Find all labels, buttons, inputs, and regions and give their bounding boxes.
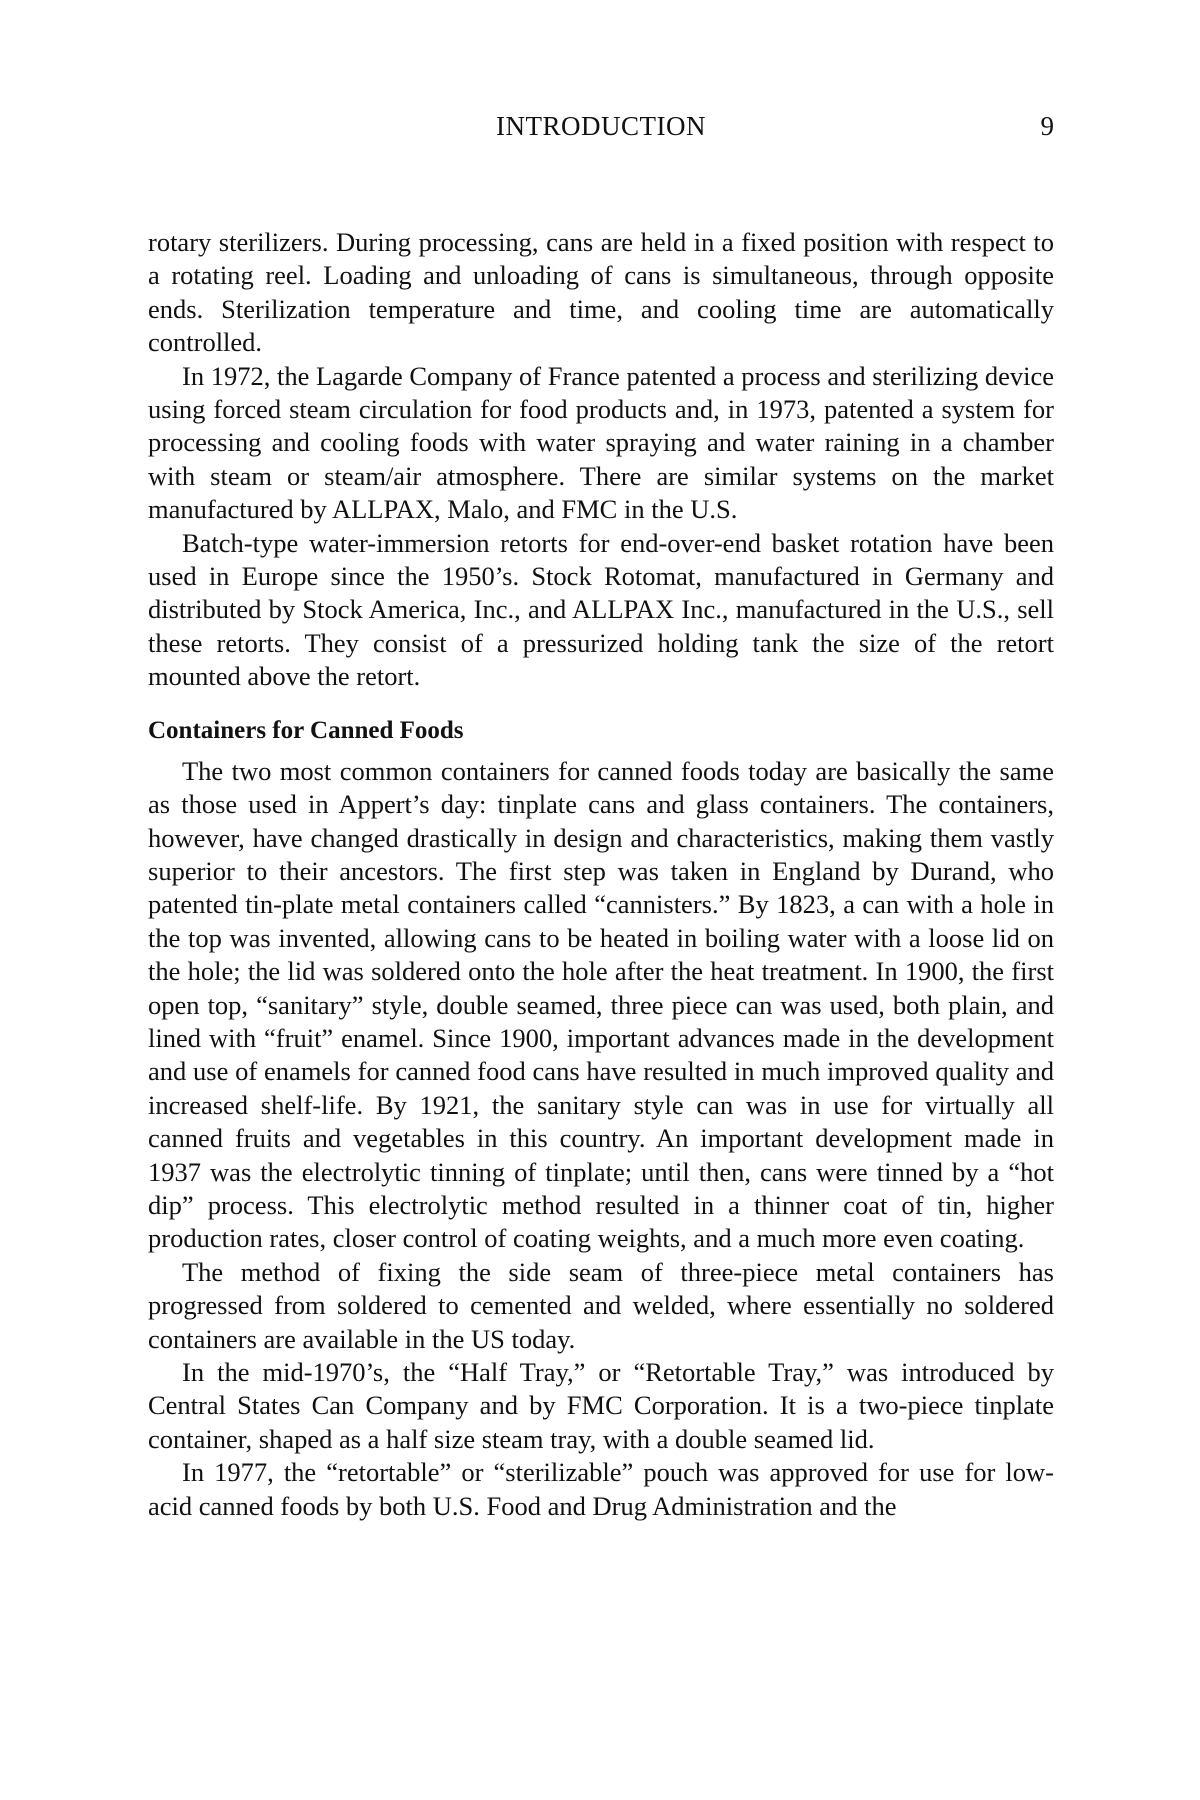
page-number: 9 xyxy=(1040,111,1054,141)
running-head xyxy=(148,108,1054,144)
paragraph-half-tray: In the mid-1970’s, the “Half Tray,” or “Retortable Tray,” was introduced by Central States Can Company and by FMC Corporation. It is a two-piece tinplate container, shaped as a half size steam tray, with a double seamed lid. xyxy=(148,1357,1054,1454)
paragraph-side-seam: The method of fixing the side seam of three-piece metal containers has progressed from soldered to cemented and welded, where essentially no soldered containers are available in the US today. xyxy=(148,1256,1054,1354)
section-heading: Containers for Canned Foods xyxy=(148,716,464,744)
paragraph-continued: rotary sterilizers. During processing, cans are held in a fixed position with respect to a rotating reel. Loading and unloading of cans is simultaneous, through opposite ends. Sterilization temperature and time, and cooling time are automatically controlled. xyxy=(148,227,1054,358)
paragraph-batch-retorts: Batch-type water-immersion retorts for end-over-end basket rotation have been used in Europe since the 1950’s. Stock Rotomat, manufactured in Germany and distributed by Stock America, Inc., and ALLPAX Inc., manufactured in the U.S., sell these retorts. They consist of a pressurized holding tank the size of the retort mounted above the retort. xyxy=(148,527,1054,692)
body-text xyxy=(148,226,1054,1523)
paragraph-retort-pouch: In 1977, the “retortable” or “sterilizable” pouch was approved for use for low-acid canned foods by both U.S. Food and Drug Administration and the xyxy=(148,1457,1054,1521)
running-title: INTRODUCTION xyxy=(496,111,706,141)
paragraph-lagarde: In 1972, the Lagarde Company of France patented a process and sterilizing device using forced steam circulation for food products and, in 1973, patented a system for processing and cooling foods with water spraying and water raining in a chamber with steam or steam/air atmosphere. There are similar systems on the market manufactured by ALLPAX, Malo, and FMC in the U.S. xyxy=(148,360,1054,525)
paragraph-containers: The two most common containers for canned foods today are basically the same as those used in Appert’s day: tinplate cans and glass containers. The containers, however, have changed drastically in design and characteristics, making them vastly superior to their ancestors. The first step was taken in England by Durand, who patented tin-plate metal containers called “cannisters.” By 1823, a can with a hole in the top was invented, allowing cans to be heated in boiling water with a loose lid on the hole; the lid was soldered onto the hole after the heat treatment. In 1900, the first open top, “sanitary” style, double seamed, three piece can was used, both plain, and lined with “fruit” enamel. Since 1900, important advances made in the development and use of enamels for canned food cans have resulted in much improved quality and increased shelf-life. By 1921, the sanitary style can was in use for virtually all canned fruits and vegetables in this country. An important development made in 1937 was the electrolytic tinning of tinplate; until then, cans were tinned by a “hot dip” process. This electrolytic method resulted in a thinner coat of tin, higher production rates, closer control of coating weights, and a much more even coating. xyxy=(148,755,1054,1254)
book-page xyxy=(148,108,1054,1523)
